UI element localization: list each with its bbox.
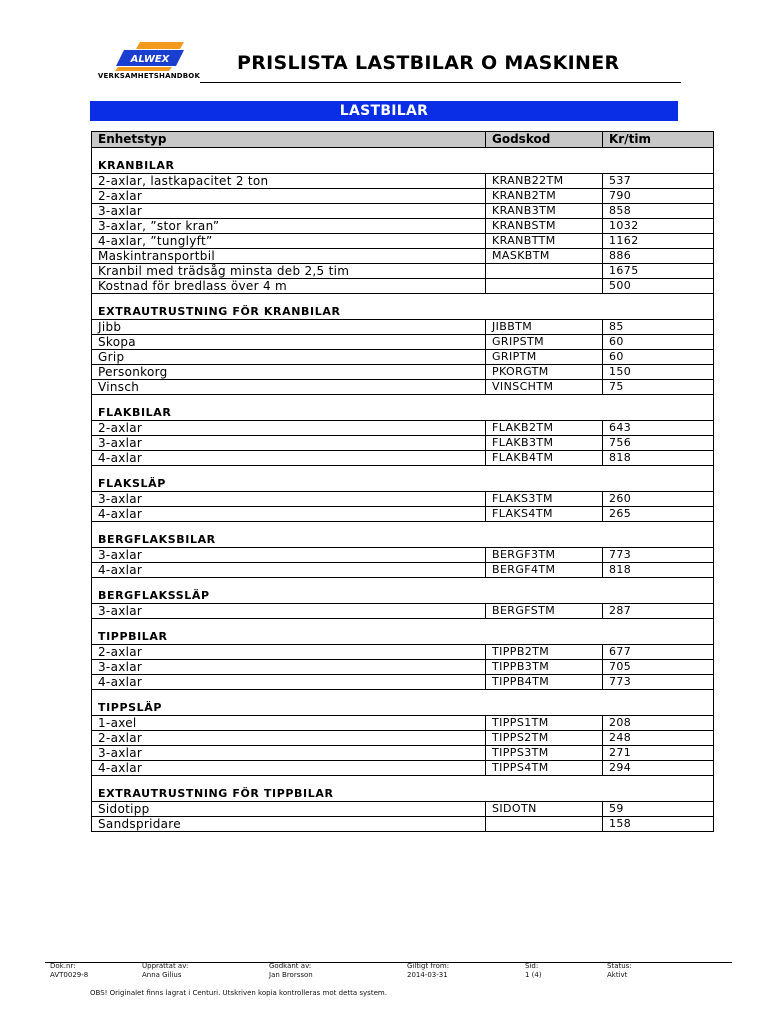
- document-title: PRISLISTA LASTBILAR O MASKINER: [237, 52, 620, 74]
- cell-kr-tim: 818: [603, 563, 714, 578]
- cell-godskod: TIPPS1TM: [486, 716, 603, 731]
- cell-kr-tim: 150: [603, 365, 714, 380]
- cell-kr-tim: 60: [603, 335, 714, 350]
- cell-kr-tim: 265: [603, 507, 714, 522]
- footer-label: Upprättat av:: [142, 962, 189, 970]
- cell-kr-tim: 294: [603, 761, 714, 776]
- cell-kr-tim: 60: [603, 350, 714, 365]
- table-row: [92, 604, 714, 619]
- cell-kr-tim: 705: [603, 660, 714, 675]
- footer-sid: [525, 962, 542, 980]
- cell-kr-tim: 537: [603, 174, 714, 189]
- logo-subtitle: VERKSAMHETSHANDBOK: [97, 72, 201, 80]
- cell-kr-tim: 756: [603, 436, 714, 451]
- cell-godskod: BERGF4TM: [486, 563, 603, 578]
- table-row: [92, 507, 714, 522]
- cell-kr-tim: 260: [603, 492, 714, 507]
- cell-enhetstyp: 2-axlar, lastkapacitet 2 ton: [92, 174, 486, 189]
- table-row: [92, 264, 714, 279]
- cell-enhetstyp: Skopa: [92, 335, 486, 350]
- table-group-row: [92, 522, 714, 548]
- table-row: [92, 802, 714, 817]
- cell-enhetstyp: 1-axel: [92, 716, 486, 731]
- cell-kr-tim: 1675: [603, 264, 714, 279]
- footer-value: 2014-03-31: [407, 971, 448, 979]
- table-row: [92, 436, 714, 451]
- cell-kr-tim: 1162: [603, 234, 714, 249]
- cell-kr-tim: 773: [603, 675, 714, 690]
- footer-label: Sid:: [525, 962, 539, 970]
- table-row: [92, 451, 714, 466]
- cell-enhetstyp: 3-axlar: [92, 548, 486, 563]
- cell-godskod: TIPPB2TM: [486, 645, 603, 660]
- cell-enhetstyp: 3-axlar: [92, 436, 486, 451]
- table-group-row: [92, 294, 714, 320]
- cell-godskod: TIPPS3TM: [486, 746, 603, 761]
- cell-enhetstyp: 4-axlar: [92, 507, 486, 522]
- table-row: [92, 731, 714, 746]
- cell-godskod: [486, 264, 603, 279]
- cell-godskod: GRIPSTM: [486, 335, 603, 350]
- cell-enhetstyp: 3-axlar: [92, 204, 486, 219]
- table-group-row: [92, 619, 714, 645]
- cell-kr-tim: 500: [603, 279, 714, 294]
- cell-kr-tim: 158: [603, 817, 714, 832]
- column-header-godskod: Godskod: [486, 132, 603, 148]
- cell-enhetstyp: Kostnad för bredlass över 4 m: [92, 279, 486, 294]
- price-table: [91, 131, 714, 832]
- table-row: [92, 716, 714, 731]
- cell-godskod: TIPPS4TM: [486, 761, 603, 776]
- cell-enhetstyp: 3-axlar, ”stor kran”: [92, 219, 486, 234]
- footer-value: Jan Brorsson: [269, 971, 313, 979]
- group-heading: FLAKBILAR: [92, 395, 714, 421]
- table-header-row: [92, 132, 714, 148]
- footer-label: Giltigt from:: [407, 962, 450, 970]
- cell-enhetstyp: 3-axlar: [92, 746, 486, 761]
- table-row: [92, 548, 714, 563]
- footer-label: Status:: [607, 962, 632, 970]
- group-heading: EXTRAUTRUSTNING FÖR KRANBILAR: [92, 294, 714, 320]
- cell-enhetstyp: 3-axlar: [92, 604, 486, 619]
- table-row: [92, 492, 714, 507]
- cell-kr-tim: 271: [603, 746, 714, 761]
- cell-enhetstyp: Sandspridare: [92, 817, 486, 832]
- cell-godskod: MASKBTM: [486, 249, 603, 264]
- table-row: [92, 204, 714, 219]
- cell-godskod: JIBBTM: [486, 320, 603, 335]
- table-row: [92, 350, 714, 365]
- table-row: [92, 380, 714, 395]
- cell-godskod: FLAKB3TM: [486, 436, 603, 451]
- table-row: [92, 234, 714, 249]
- group-heading: EXTRAUTRUSTNING FÖR TIPPBILAR: [92, 776, 714, 802]
- cell-enhetstyp: 3-axlar: [92, 492, 486, 507]
- cell-kr-tim: 248: [603, 731, 714, 746]
- cell-enhetstyp: 3-axlar: [92, 660, 486, 675]
- table-row: [92, 249, 714, 264]
- cell-kr-tim: 75: [603, 380, 714, 395]
- cell-godskod: [486, 279, 603, 294]
- table-row: [92, 746, 714, 761]
- column-header-kr-tim: Kr/tim: [603, 132, 714, 148]
- table-group-row: [92, 776, 714, 802]
- footer-value: 1 (4): [525, 971, 542, 979]
- table-row: [92, 421, 714, 436]
- cell-kr-tim: 59: [603, 802, 714, 817]
- cell-enhetstyp: 4-axlar, ”tunglyft”: [92, 234, 486, 249]
- cell-enhetstyp: Personkorg: [92, 365, 486, 380]
- group-heading: TIPPBILAR: [92, 619, 714, 645]
- cell-enhetstyp: Vinsch: [92, 380, 486, 395]
- cell-enhetstyp: Maskintransportbil: [92, 249, 486, 264]
- cell-kr-tim: 886: [603, 249, 714, 264]
- title-divider: [200, 82, 681, 83]
- cell-godskod: PKORGTM: [486, 365, 603, 380]
- cell-enhetstyp: 4-axlar: [92, 451, 486, 466]
- logo-text: ALWEX: [130, 54, 170, 65]
- group-heading: BERGFLAKSBILAR: [92, 522, 714, 548]
- group-heading: KRANBILAR: [92, 148, 714, 174]
- column-header-enhetstyp: Enhetstyp: [92, 132, 486, 148]
- cell-kr-tim: 858: [603, 204, 714, 219]
- cell-godskod: VINSCHTM: [486, 380, 603, 395]
- table-group-row: [92, 466, 714, 492]
- table-row: [92, 563, 714, 578]
- cell-kr-tim: 790: [603, 189, 714, 204]
- cell-enhetstyp: 4-axlar: [92, 675, 486, 690]
- cell-godskod: KRANB2TM: [486, 189, 603, 204]
- cell-godskod: SIDOTN: [486, 802, 603, 817]
- cell-godskod: BERGFSTM: [486, 604, 603, 619]
- table-group-row: [92, 395, 714, 421]
- table-group-row: [92, 578, 714, 604]
- cell-godskod: FLAKB4TM: [486, 451, 603, 466]
- cell-godskod: FLAKB2TM: [486, 421, 603, 436]
- footer-label: Dok.nr:: [50, 962, 76, 970]
- cell-enhetstyp: Jibb: [92, 320, 486, 335]
- footer-dok-nr: [50, 962, 88, 980]
- table-row: [92, 645, 714, 660]
- cell-godskod: TIPPS2TM: [486, 731, 603, 746]
- table-group-row: [92, 690, 714, 716]
- cell-enhetstyp: Sidotipp: [92, 802, 486, 817]
- cell-kr-tim: 1032: [603, 219, 714, 234]
- cell-godskod: KRANBTTM: [486, 234, 603, 249]
- cell-godskod: BERGF3TM: [486, 548, 603, 563]
- cell-kr-tim: 287: [603, 604, 714, 619]
- cell-godskod: TIPPB4TM: [486, 675, 603, 690]
- table-row: [92, 219, 714, 234]
- footer-status: [607, 962, 632, 980]
- cell-enhetstyp: 2-axlar: [92, 731, 486, 746]
- cell-godskod: FLAKS3TM: [486, 492, 603, 507]
- table-row: [92, 761, 714, 776]
- section-banner: LASTBILAR: [90, 101, 678, 121]
- cell-godskod: KRANB3TM: [486, 204, 603, 219]
- cell-enhetstyp: 2-axlar: [92, 189, 486, 204]
- table-row: [92, 279, 714, 294]
- group-heading: FLAKSLÄP: [92, 466, 714, 492]
- cell-kr-tim: 677: [603, 645, 714, 660]
- table-row: [92, 189, 714, 204]
- cell-enhetstyp: 2-axlar: [92, 421, 486, 436]
- table-row: [92, 335, 714, 350]
- footer-giltigt: [407, 962, 449, 980]
- cell-kr-tim: 773: [603, 548, 714, 563]
- table-row: [92, 660, 714, 675]
- cell-kr-tim: 643: [603, 421, 714, 436]
- cell-godskod: KRANBSTM: [486, 219, 603, 234]
- footer-value: Aktivt: [607, 971, 628, 979]
- table-row: [92, 817, 714, 832]
- cell-kr-tim: 85: [603, 320, 714, 335]
- footer-value: AVT0029-8: [50, 971, 89, 979]
- footer-godkant: [269, 962, 313, 980]
- cell-godskod: TIPPB3TM: [486, 660, 603, 675]
- cell-enhetstyp: 4-axlar: [92, 563, 486, 578]
- group-heading: TIPPSLÄP: [92, 690, 714, 716]
- cell-godskod: KRANB22TM: [486, 174, 603, 189]
- footer-label: Godkänt av:: [269, 962, 312, 970]
- cell-enhetstyp: 2-axlar: [92, 645, 486, 660]
- footer-value: Anna Gilius: [142, 971, 182, 979]
- cell-godskod: [486, 817, 603, 832]
- cell-godskod: GRIPTM: [486, 350, 603, 365]
- table-row: [92, 675, 714, 690]
- cell-enhetstyp: 4-axlar: [92, 761, 486, 776]
- footer-upprattat: [142, 962, 188, 980]
- table-row: [92, 320, 714, 335]
- cell-kr-tim: 818: [603, 451, 714, 466]
- cell-godskod: FLAKS4TM: [486, 507, 603, 522]
- cell-enhetstyp: Kranbil med trädsåg minsta deb 2,5 tim: [92, 264, 486, 279]
- footer-note: OBS! Originalet finns lagrat i Centuri. Utskriven kopia kontrolleras mot detta system.: [90, 989, 387, 997]
- group-heading: BERGFLAKSSLÄP: [92, 578, 714, 604]
- cell-kr-tim: 208: [603, 716, 714, 731]
- table-row: [92, 365, 714, 380]
- table-group-row: [92, 148, 714, 174]
- table-row: [92, 174, 714, 189]
- cell-enhetstyp: Grip: [92, 350, 486, 365]
